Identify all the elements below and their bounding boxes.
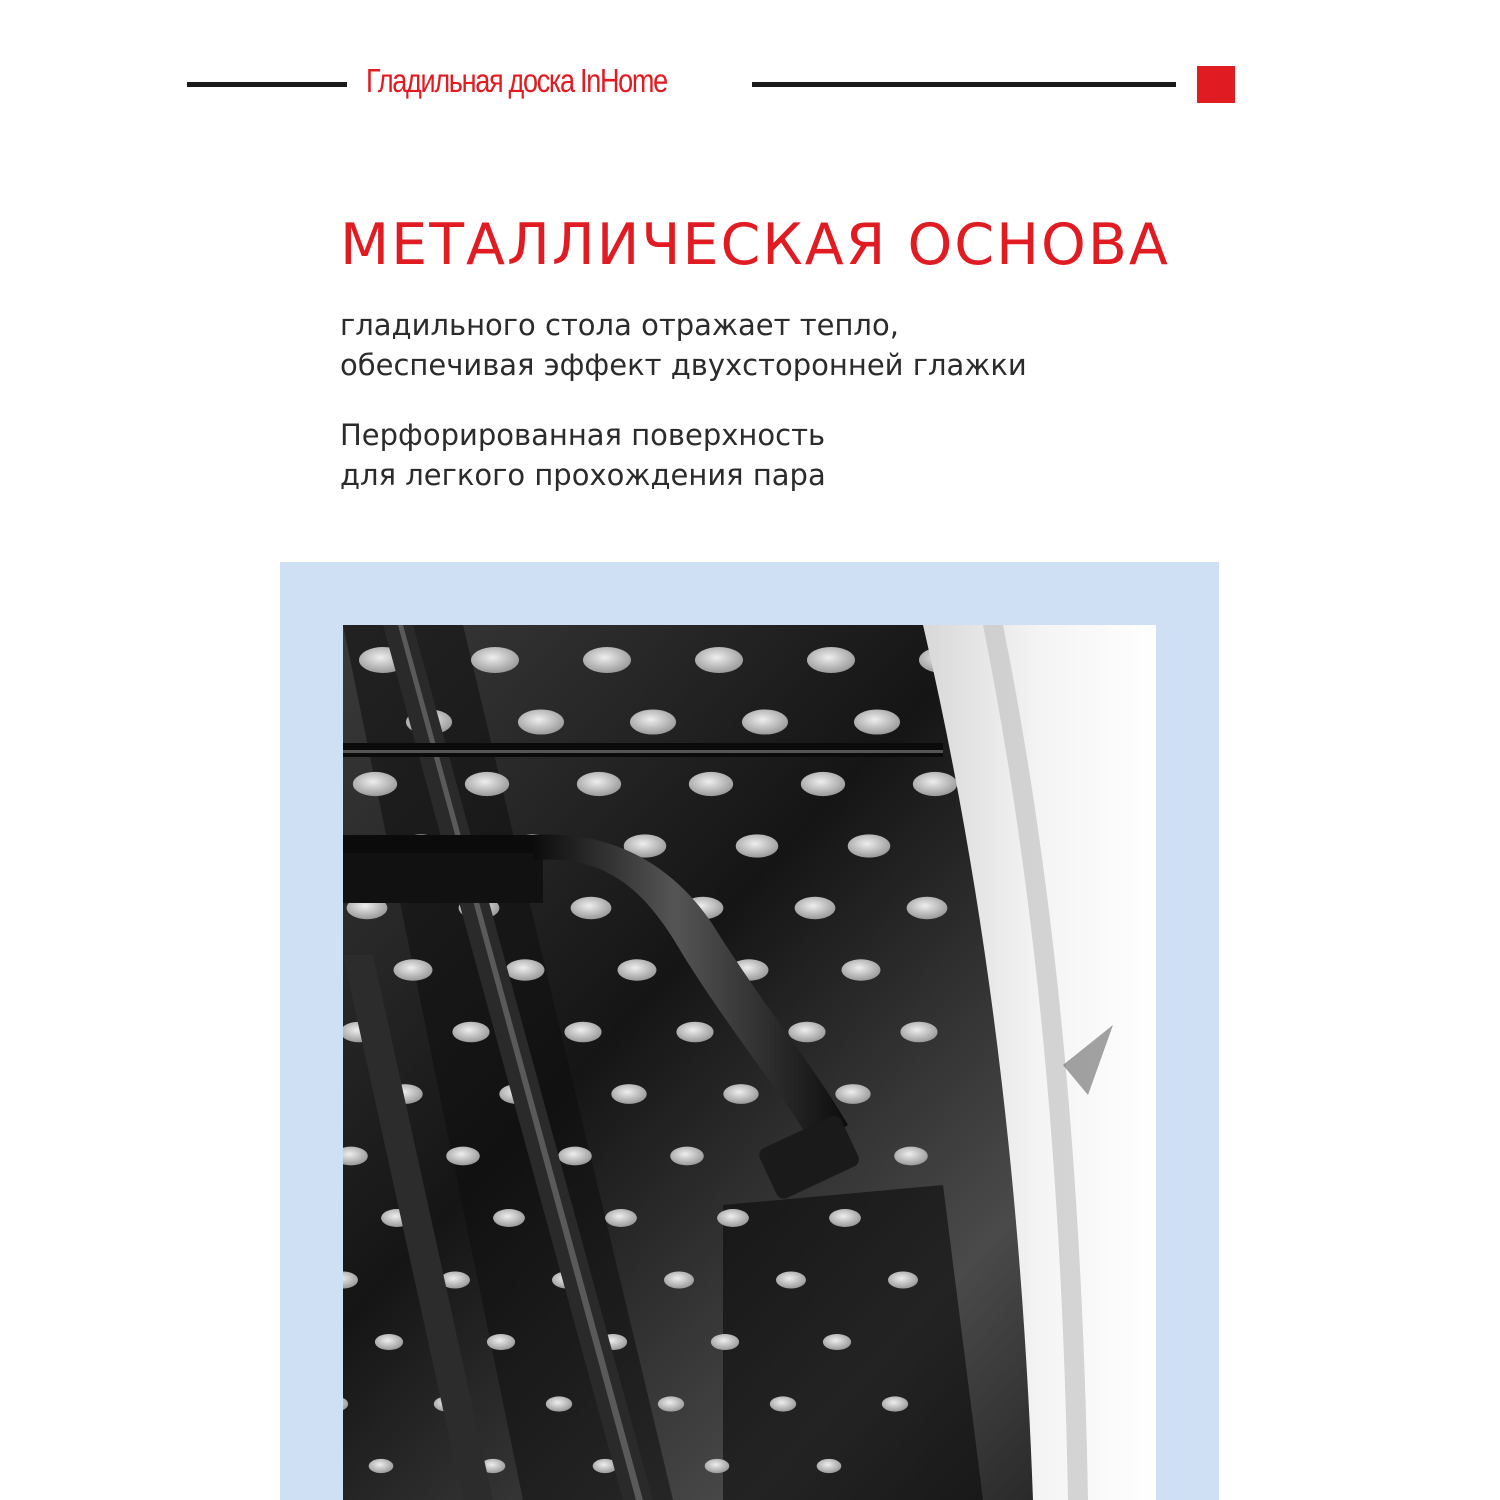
- perforation-hole: [546, 1396, 572, 1411]
- perforation-hole: [658, 1396, 684, 1411]
- perforation-hole: [711, 1334, 739, 1350]
- description-line: для легкого прохождения пара: [340, 458, 826, 492]
- perforation-hole: [823, 1334, 851, 1350]
- perforation-hole: [882, 1396, 908, 1411]
- perforation-hole: [605, 1209, 637, 1227]
- perforation-hole: [493, 1209, 525, 1227]
- description-line: гладильного стола отражает тепло,: [340, 308, 899, 342]
- perforation-hole: [742, 709, 788, 734]
- perforation-hole: [842, 959, 881, 981]
- perforation-hole: [888, 1272, 918, 1289]
- perforation-hole: [854, 709, 900, 734]
- perforation-hole: [583, 647, 631, 673]
- accent-square: [1197, 66, 1235, 103]
- perforation-hole: [913, 772, 957, 796]
- perforation-hole: [776, 1272, 806, 1289]
- perforation-hole: [452, 1022, 489, 1043]
- perforation-hole: [506, 959, 545, 981]
- perforation-hole: [717, 1209, 749, 1227]
- perforation-hole: [487, 1334, 515, 1350]
- perforation-hole: [465, 772, 509, 796]
- header-title: Гладильная доска InHome: [366, 62, 667, 99]
- perforation-hole: [736, 834, 779, 857]
- perforation-hole: [630, 709, 676, 734]
- perforation-hole: [705, 1459, 730, 1473]
- perforation-hole: [817, 1459, 842, 1473]
- perforation-hole: [807, 647, 855, 673]
- perforation-hole: [795, 897, 836, 919]
- perforation-hole: [369, 1459, 394, 1473]
- perforation-hole: [611, 1084, 646, 1104]
- perforation-hole: [907, 897, 948, 919]
- perforation-hole: [446, 1147, 480, 1166]
- perforation-hole: [894, 1147, 928, 1166]
- perforation-hole: [471, 647, 519, 673]
- perforation-hole: [770, 1396, 796, 1411]
- description-line: обеспечивая эффект двухсторонней глажки: [340, 348, 1027, 382]
- perforation-hole: [900, 1022, 937, 1043]
- perforation-hole: [676, 1022, 713, 1043]
- headline: МЕТАЛЛИЧЕСКАЯ ОСНОВА: [340, 212, 1170, 278]
- description-line: Перфорированная поверхность: [340, 418, 826, 452]
- perforation-hole: [394, 959, 433, 981]
- perforation-hole: [518, 709, 564, 734]
- perforation-hole: [577, 772, 621, 796]
- description-paragraph-1: [340, 305, 1027, 385]
- perforation-hole: [353, 772, 397, 796]
- perforation-hole: [835, 1084, 870, 1104]
- perforation-hole: [829, 1209, 861, 1227]
- perforation-hole: [375, 1334, 403, 1350]
- product-photo: [343, 625, 1156, 1500]
- ironing-board-underside-photo-icon: [343, 625, 1156, 1500]
- perforation-hole: [670, 1147, 704, 1166]
- perforation-hole: [664, 1272, 694, 1289]
- header-rule-right: [752, 82, 1176, 87]
- perforation-hole: [801, 772, 845, 796]
- perforation-hole: [848, 834, 891, 857]
- perforation-hole: [564, 1022, 601, 1043]
- perforation-hole: [723, 1084, 758, 1104]
- perforation-hole: [695, 647, 743, 673]
- perforation-hole: [558, 1147, 592, 1166]
- perforation-hole: [689, 772, 733, 796]
- description-paragraph-2: [340, 415, 826, 495]
- perforation-hole: [788, 1022, 825, 1043]
- header-rule-left: [187, 82, 347, 87]
- perforation-hole: [571, 897, 612, 919]
- perforation-hole: [618, 959, 657, 981]
